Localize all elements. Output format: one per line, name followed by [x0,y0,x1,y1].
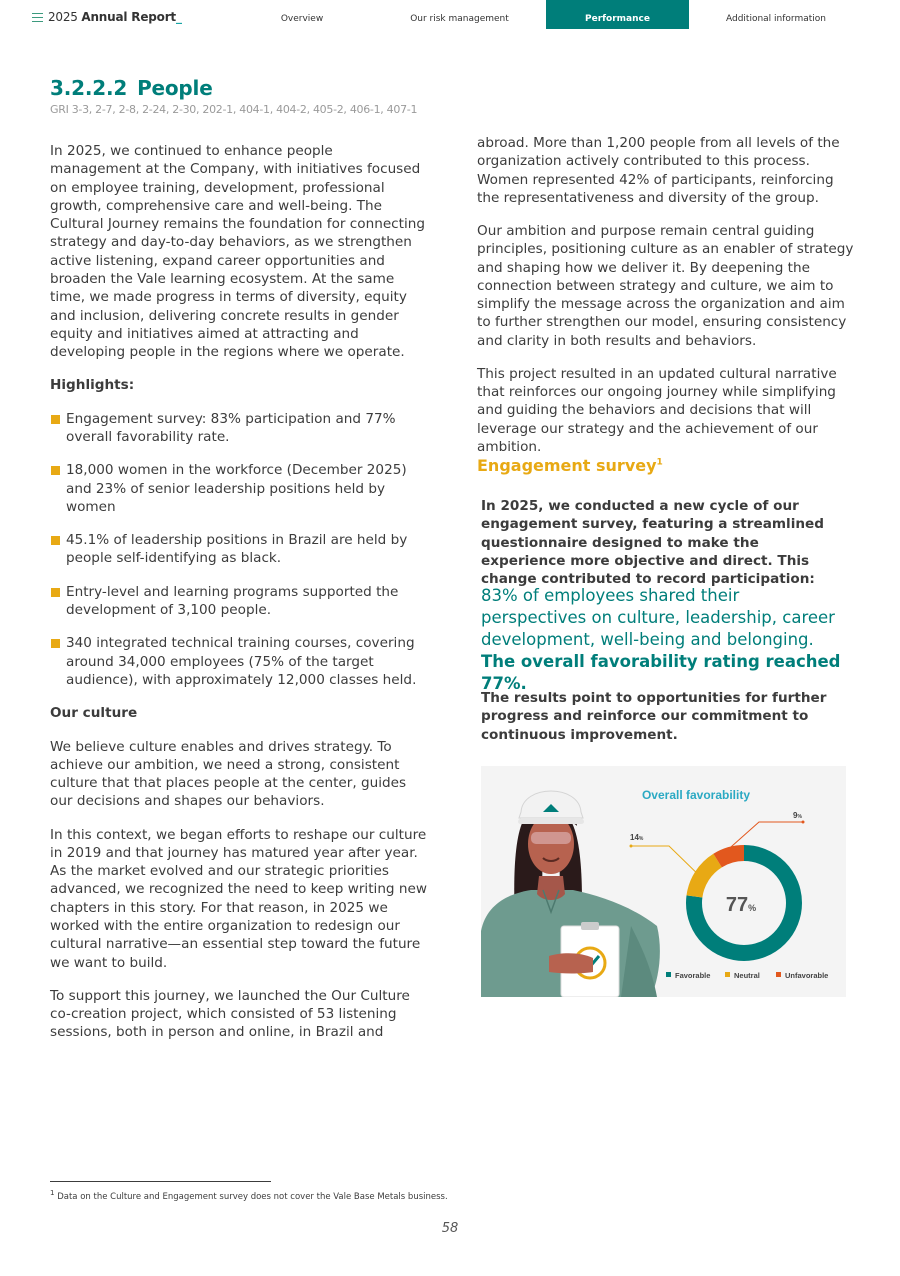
gri-references: GRI 3-3, 2-7, 2-8, 2-24, 2-30, 202-1, 404-1, 404-2, 405-2, 406-1, 407-1 [50,103,418,116]
culture-heading: Our culture [50,705,138,722]
favorability-chart [481,766,846,997]
left-column [50,142,428,1056]
value-label-neutral: 14% [630,833,644,842]
intro-paragraph: In 2025, we continued to enhance people management at the Company, with initiatives focused on employee training, development, professional growth, comprehensive care and well-being. The Cultural Journey remains the foundation for connecting strategy and day-to-day behaviors, as we strengthen active listening, expand career opportunities and broaden the Vale learning ecosystem. At the same time, we made progress in terms of diversity, equity and inclusion, delivering concrete results in gender equity and initiatives aimed at attracting and developing people in the regions where we operate. [50,143,426,361]
tab-risk-management[interactable]: Our risk management [410,14,509,24]
value-label-unfavorable: 9% [793,811,802,820]
list-item: 18,000 women in the workforce (December 2025) and 23% of senior leadership positions held by women [50,461,428,516]
report-title-name: Annual Report [81,10,176,24]
callout-line-neutral [631,846,697,873]
employee-illustration [481,791,660,997]
engagement-highlight-quote [481,585,841,695]
legend-swatch-neutral [725,972,730,977]
footnote [50,1188,448,1202]
bullet-square-icon [51,639,60,648]
culture-paragraph-2: In this context, we began efforts to reshape our culture in 2019 and that journey has matured year after year. As the market evolved and our strategic priorities advanced, we recognized the need to keep writing new chapters in this story. For that reason, in 2025 we worked with the entire organization to redesign our cultural narrative—an essential step toward the future we want to build. [50,826,427,971]
center-value-label: 77% [725,894,757,916]
right-column [477,134,855,471]
tab-additional-information[interactable]: Additional information [726,14,826,24]
page-number: 58 [441,1221,459,1236]
culture-paragraph-6: This project resulted in an updated cultural narrative that reinforces our ongoing journey while simplifying and guiding the behaviors and decisions that will leverage our strategy and the achievement of our ambition. [477,365,837,456]
culture-paragraph-4: abroad. More than 1,200 people from all levels of the organization actively contributed to this process. Women represented 42% of participants, reinforcing the representativeness and diversity of the group. [477,135,840,206]
footnote-text: Data on the Culture and Engagement survey does not cover the Vale Base Metals business. [57,1191,448,1202]
footnote-number: 1 [50,1188,55,1197]
list-item: Entry-level and learning programs supported the development of 3,100 people. [50,583,428,620]
bullet-square-icon [51,588,60,597]
favorability-infographic [481,766,846,997]
chart-title: Overall favorability [641,788,751,802]
list-item: 340 integrated technical training courses, covering around 34,000 employees (75% of the target audience), with approximately 12,000 classes held. [50,634,428,689]
bullet-square-icon [51,466,60,475]
legend-label-favorable: Favorable [675,971,711,980]
highlights-heading: Highlights: [50,377,135,394]
top-navigation [0,0,900,30]
legend-swatch-unfavorable [776,972,781,977]
list-item: Engagement survey: 83% participation and 77% overall favorability rate. [50,410,428,447]
callout-line-unfavorable [728,822,803,849]
quote-regular: 83% of employees shared their perspectives on culture, leadership, career development, well-being and belonging. [481,586,835,649]
footnote-divider [50,1181,271,1182]
footnote-marker[interactable]: 1 [656,457,663,468]
quote-bold: The overall favorability rating reached 77%. [481,652,841,693]
bullet-square-icon [51,415,60,424]
section-number: 3.2.2.2 [50,76,128,100]
culture-paragraph-1: We believe culture enables and drives strategy. To achieve our ambition, we need a strong, consistent culture that that places people at the center, guides our decisions and shapes our behaviors. [50,738,407,810]
tab-overview[interactable]: Overview [280,14,324,24]
bullet-square-icon [51,536,60,545]
callout-dot [802,821,805,824]
report-title-cursor: _ [175,10,182,24]
legend-label-neutral: Neutral [734,971,760,980]
engagement-outro: The results point to opportunities for further progress and reinforce our commitment to continuous improvement. [481,690,827,743]
report-title[interactable] [48,10,182,24]
list-item: 45.1% of leadership positions in Brazil are held by people self-identifying as black. [50,531,428,568]
section-title [50,76,213,100]
report-title-year: 2025 [48,10,78,24]
engagement-survey-heading: Engagement survey$^1$ [477,456,663,475]
culture-paragraph-3: To support this journey, we launched the Our Culture co-creation project, which consisted of 53 listening sessions, both in person and online, in Brazil and [50,987,410,1041]
engagement-intro: In 2025, we conducted a new cycle of our engagement survey, featuring a streamlined questionnaire designed to make the experience more objective and direct. This change contributed to record participation: [481,498,824,588]
culture-paragraph-5: Our ambition and purpose remain central guiding principles, positioning culture as an enabler of strategy and shaping how we deliver it. By deepening the connection between strategy and culture, we aim to simplify the message across the organization and aim to further strengthen our model, ensuring consistency and clarity in both results and behaviors. [477,222,854,349]
highlights-list [50,410,428,690]
legend-label-unfavorable: Unfavorable [785,971,829,980]
tab-performance[interactable]: Performance [546,0,689,29]
legend-swatch-favorable [666,972,671,977]
section-name: People [137,76,213,100]
hamburger-menu-icon[interactable] [32,13,43,22]
callout-dot [630,845,633,848]
